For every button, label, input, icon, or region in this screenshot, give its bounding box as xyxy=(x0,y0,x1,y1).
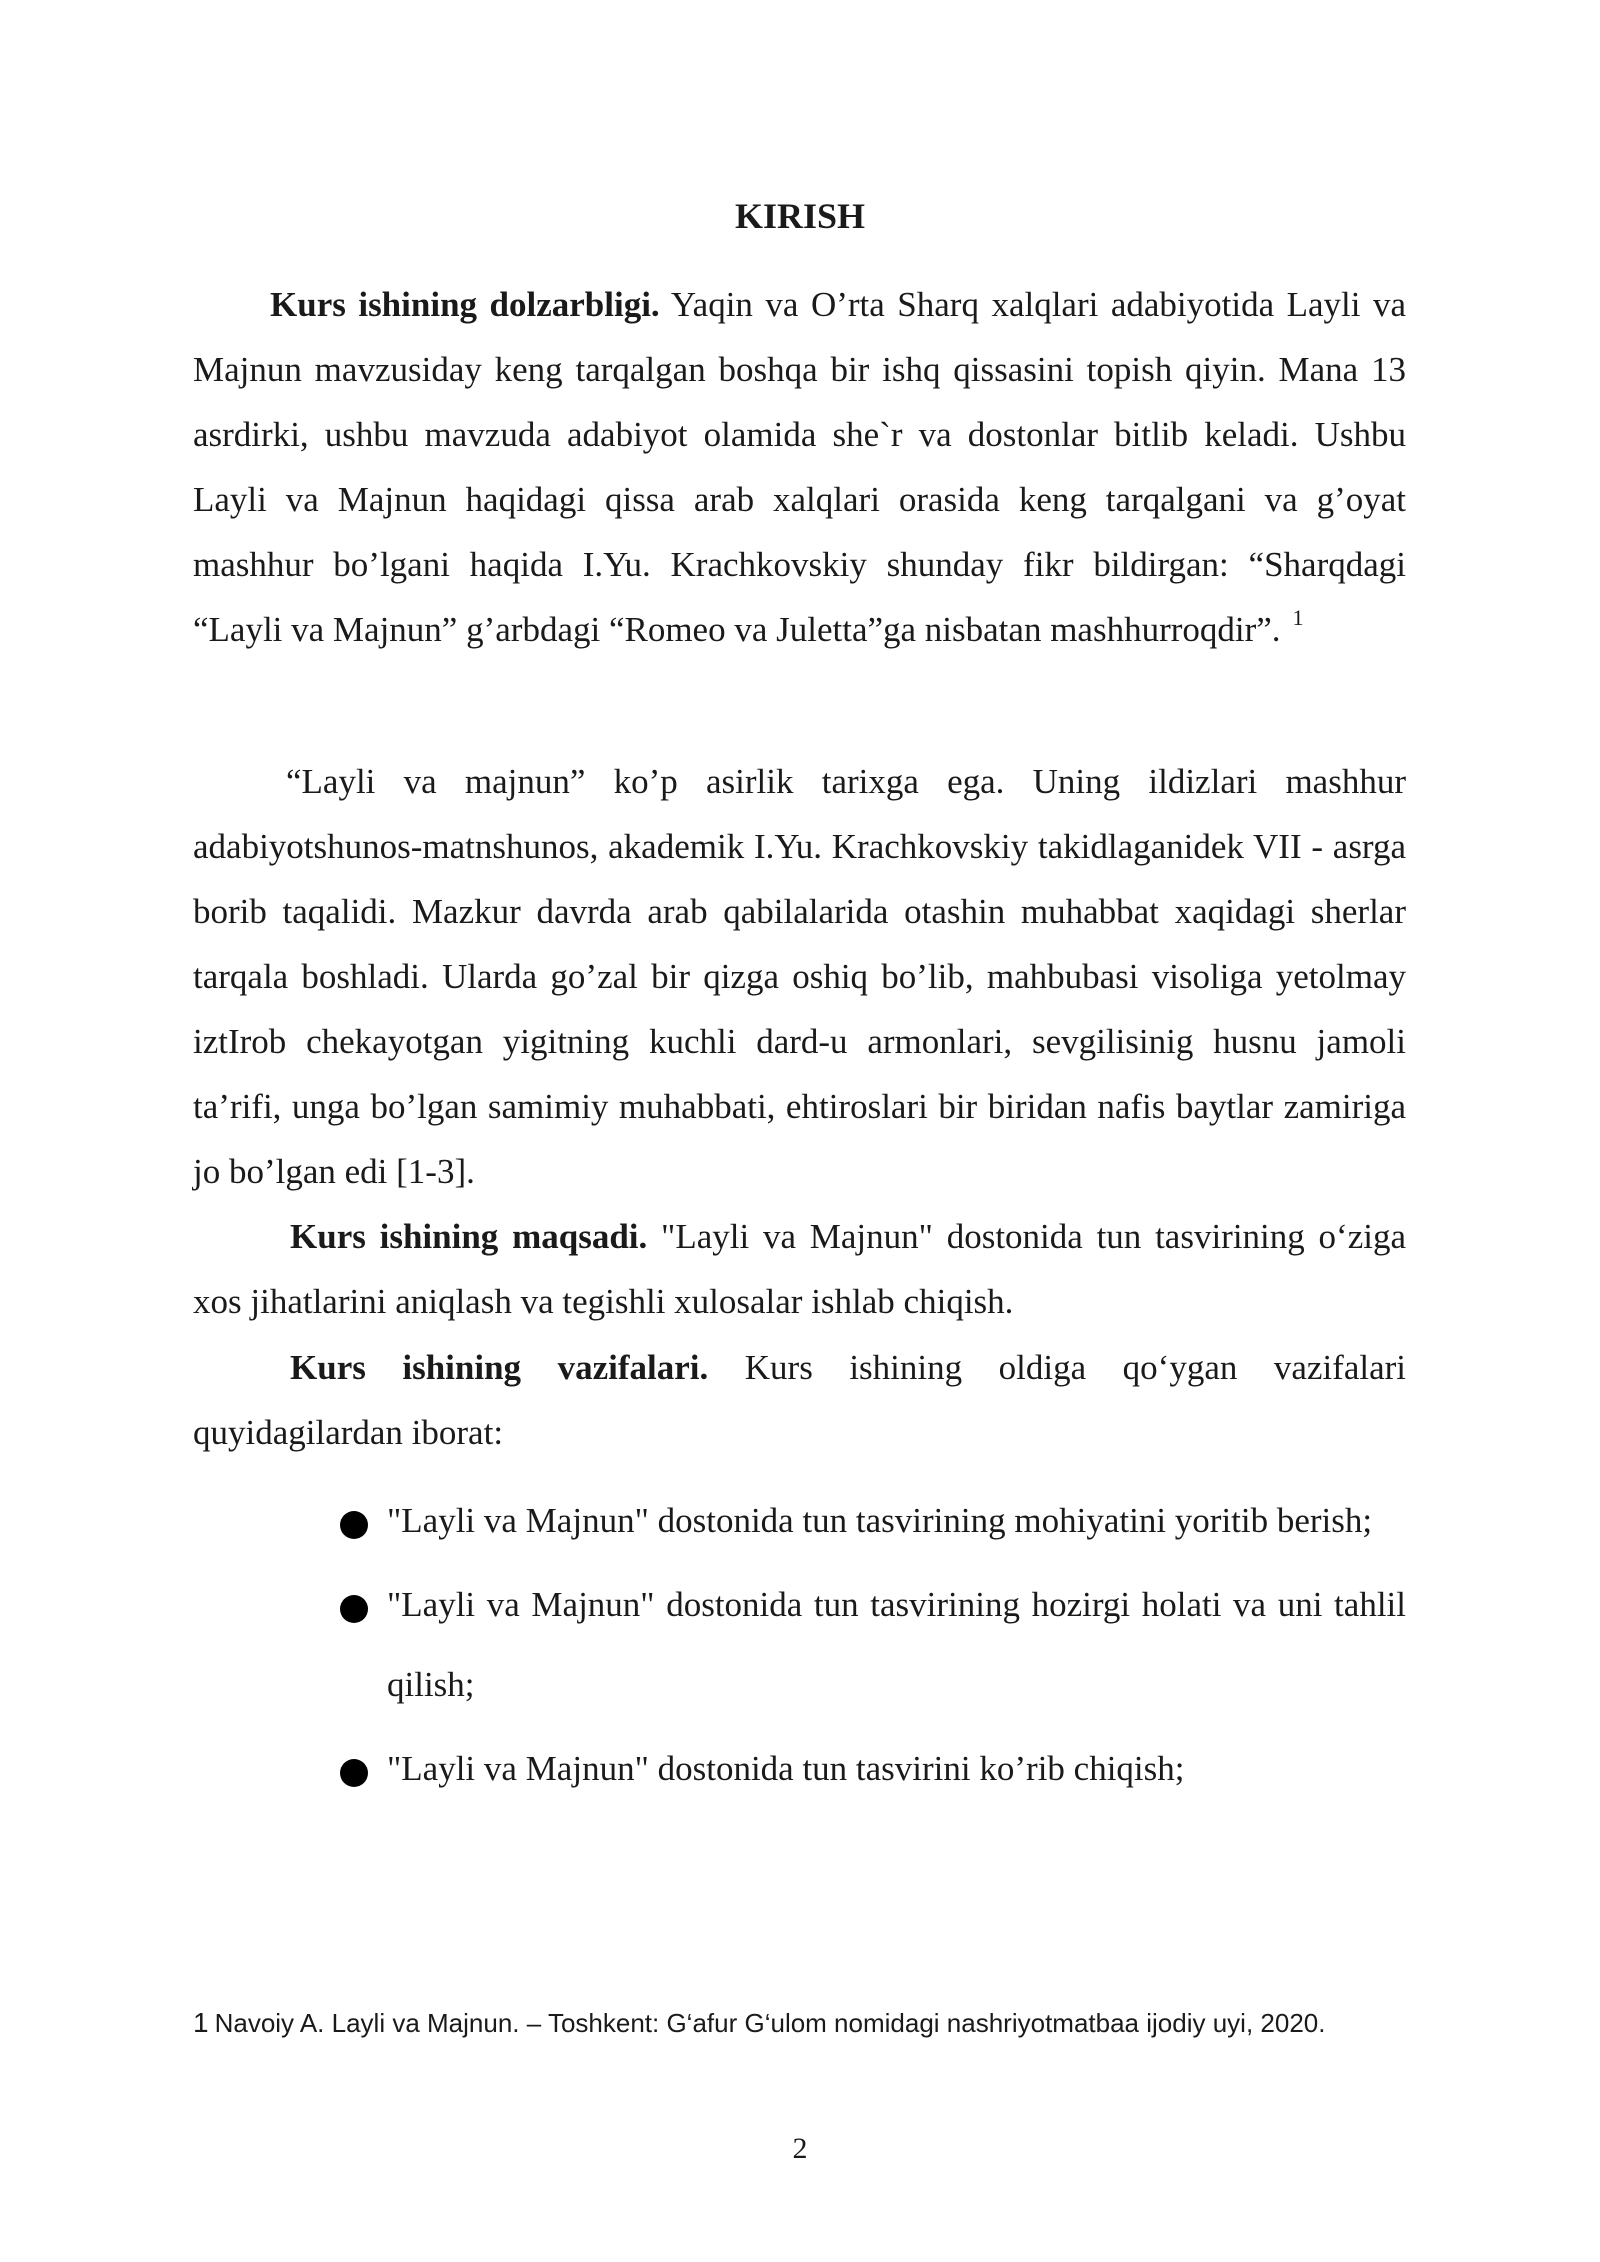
tasks-paragraph xyxy=(193,1335,1406,1465)
list-item-text: "Layli va Majnun" dostonida tun tasvirining mohiyatini yoritib berish; xyxy=(387,1501,1373,1540)
list-item-text: "Layli va Majnun" dostonida tun tasvirini ko’rib chiqish; xyxy=(387,1749,1185,1788)
history-paragraph: “Layli va majnun” ko’p asirlik tarixga ega. Uning ildizlari mashhur adabiyotshunos-matnshunos, akademik I.Yu. Krachkovskiy takidlaganidek VII - asrga borib taqalidi. Mazkur davrda arab qabilalarida otashin muhabbat xaqidagi sherlar tarqala boshladi. Ularda go’zal bir qizga oshiq bo’lib, mahbubasi visoliga yetolmay iztIrob chekayotgan yigitning kuchli dard-u armonlari, sevgilisinig husnu jamoli ta’rifi, unga bo’lgan samimiy muhabbati, ehtiroslari bir biridan nafis baytlar zamiriga jo bo’lgan edi [1-3]. xyxy=(193,762,1406,1191)
footnote-number: 1 xyxy=(193,2007,209,2038)
list-item xyxy=(338,1729,1406,1809)
relevance-paragraph xyxy=(193,272,1406,666)
page-title: KIRISH xyxy=(734,196,866,236)
bullet-icon xyxy=(340,1595,368,1623)
tasks-list xyxy=(338,1481,1406,1813)
footnote-text: Navoiy A. Layli va Majnun. – Toshkent: G‘afur G‘ulom nomidagi nashriyotmatbaa ijodiy uyi, 2020. xyxy=(214,2008,1326,2038)
tasks-text: Kurs ishining oldiga qo‘ygan vazifalari quyidagilardan iborat: xyxy=(193,1348,1406,1452)
footnote xyxy=(193,2006,1406,2040)
relevance-text: Yaqin va O’rta Sharq xalqlari adabiyotida Layli va Majnun mavzusiday keng tarqalgan boshqa bir ishq qissasini topish qiyin. Mana 13 asrdirki, ushbu mavzuda adabiyot olamida she`r va dostonlar bitlib keladi. Ushbu Layli va Majnun haqidagi qissa arab xalqlari orasida keng tarqalgani va g’oyat mashhur bo’lgani haqida I.Yu. Krachkovskiy shunday fikr bildirgan: “Sharqdagi “Layli va Majnun” g’arbdagi “Romeo va Juletta”ga nisbatan mashhurroqdir”. xyxy=(193,285,1407,649)
page-number: 2 xyxy=(792,2132,808,2165)
bullet-icon xyxy=(340,1511,368,1539)
goal-label: Kurs ishining maqsadi. xyxy=(290,1217,648,1256)
list-item xyxy=(338,1565,1406,1725)
goal-text: "Layli va Majnun" dostonida tun tasvirining o‘ziga xos jihatlarini aniqlash va tegishli xulosalar ishlab chiqish. xyxy=(193,1217,1406,1321)
relevance-label: Kurs ishining dolzarbligi. xyxy=(270,285,660,324)
footnote-reference: 1 xyxy=(1292,605,1304,630)
tasks-label: Kurs ishining vazifalari. xyxy=(290,1348,709,1387)
list-item-text: "Layli va Majnun" dostonida tun tasvirining hozirgi holati va uni tahlil qilish; xyxy=(387,1585,1406,1704)
bullet-icon xyxy=(340,1759,368,1787)
list-item xyxy=(338,1481,1406,1561)
goal-paragraph xyxy=(193,1204,1406,1334)
